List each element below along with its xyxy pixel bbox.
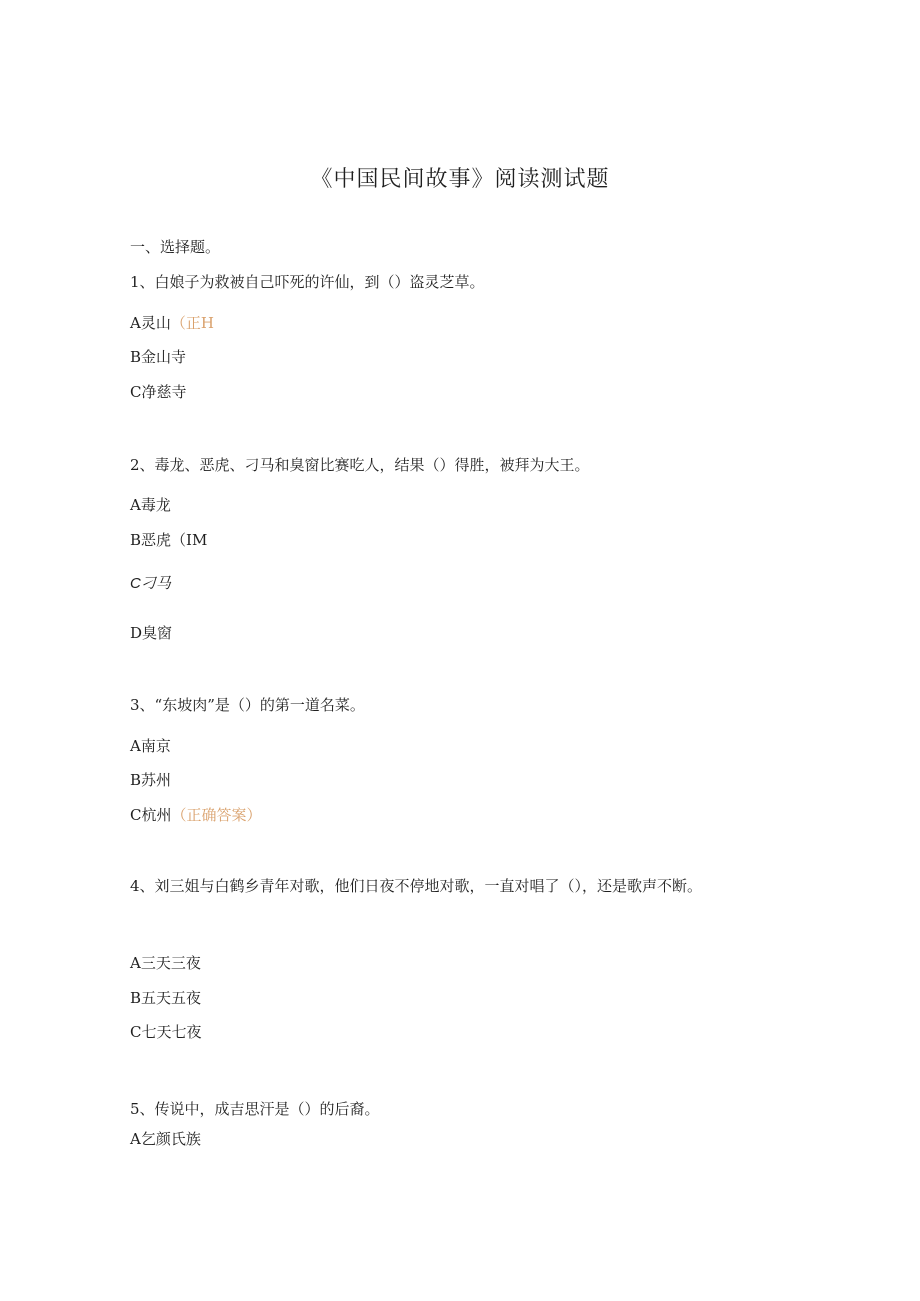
q3-option-a: A南京 bbox=[130, 737, 171, 755]
q1-option-c: C净慈寺 bbox=[130, 383, 187, 401]
q2-option-d: D臭窗 bbox=[130, 624, 173, 642]
q1-option-b: B金山寺 bbox=[130, 348, 187, 366]
question-1: 1、白娘子为救被自己吓死的许仙，到（）盗灵芝草。 bbox=[130, 273, 485, 291]
section-heading: 一、选择题。 bbox=[130, 238, 221, 256]
q3-option-b: B苏州 bbox=[130, 771, 172, 789]
q5-option-a: A乞颜氏族 bbox=[130, 1130, 201, 1148]
answer-note: （正确答案） bbox=[171, 806, 262, 824]
question-4: 4、刘三姐与白鹤乡青年对歌，他们日夜不停地对歌，一直对唱了（），还是歌声不断。 bbox=[130, 877, 703, 895]
question-3: 3、“东坡肉”是（）的第一道名菜。 bbox=[130, 696, 365, 714]
question-5: 5、传说中，成吉思汗是（）的后裔。 bbox=[130, 1100, 380, 1118]
q4-option-c: C七天七夜 bbox=[130, 1023, 202, 1041]
q3-option-c bbox=[130, 804, 262, 825]
q2-option-b: B恶虎（IM bbox=[130, 531, 208, 549]
q2-option-a: A毒龙 bbox=[130, 496, 171, 514]
page-title: 《中国民间故事》阅读测试题 bbox=[310, 167, 610, 192]
q2-option-c: C刁马 bbox=[130, 575, 171, 592]
q4-option-a: A三天三夜 bbox=[130, 954, 201, 972]
q1-option-a bbox=[130, 312, 214, 333]
option-text: A灵山 bbox=[130, 314, 171, 332]
q4-option-b: B五天五夜 bbox=[130, 989, 202, 1007]
question-2: 2、毒龙、恶虎、刁马和臭窗比赛吃人，结果（）得胜，被拜为大王。 bbox=[130, 456, 590, 474]
option-text: C杭州 bbox=[130, 806, 172, 824]
answer-note: （正H bbox=[170, 314, 214, 332]
